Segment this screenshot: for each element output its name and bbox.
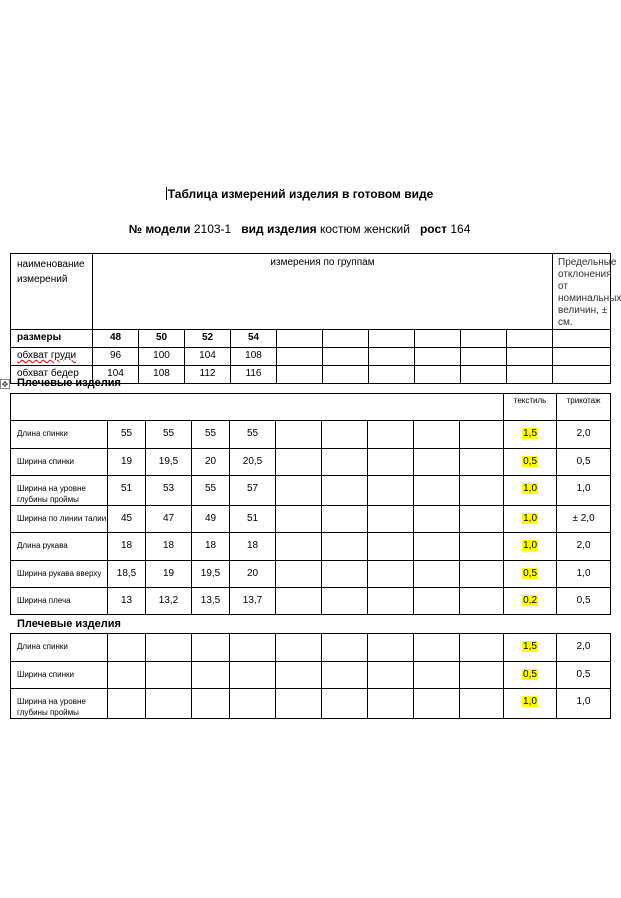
size-cell: 54 xyxy=(231,330,277,348)
value-cell: 19,5 xyxy=(192,561,230,588)
empty-cell xyxy=(415,348,461,366)
textile-value: 0,5 xyxy=(523,456,538,467)
title-text: Таблица измерений изделия в готовом виде xyxy=(167,187,434,201)
empty-cell xyxy=(460,689,504,719)
empty-cell xyxy=(415,330,461,348)
textile-value: 1,5 xyxy=(523,641,537,652)
row-label: Длина рукава xyxy=(17,541,68,550)
row-label-cell xyxy=(11,588,108,615)
row-label: Ширина на уровне глубины проймы xyxy=(17,697,86,717)
row-label-cell xyxy=(11,348,93,366)
col-textile: текстиль xyxy=(513,396,547,405)
textile-cell xyxy=(504,662,557,689)
row-label-cell xyxy=(11,634,108,662)
section2-title: Плечевые изделия xyxy=(17,618,121,630)
empty-cell xyxy=(322,506,368,533)
text-cursor xyxy=(166,187,167,200)
row-label-cell xyxy=(11,533,108,561)
empty-cell xyxy=(553,366,611,384)
textile-value: 0,5 xyxy=(523,669,537,680)
empty-cell xyxy=(230,662,276,689)
value-cell: 108 xyxy=(139,366,185,384)
empty-cell xyxy=(368,476,414,506)
value-cell: 116 xyxy=(231,366,277,384)
textile-cell xyxy=(504,689,557,719)
knit-cell: 2,0 xyxy=(557,421,611,449)
empty-cell xyxy=(276,588,322,615)
value-cell: 55 xyxy=(192,421,230,449)
empty-cell xyxy=(460,533,504,561)
table-row xyxy=(11,506,611,533)
empty-cell xyxy=(368,449,414,476)
table-row xyxy=(11,476,611,506)
empty-cell xyxy=(323,348,369,366)
table-row xyxy=(11,662,611,689)
value-cell: 18 xyxy=(192,533,230,561)
empty-cell xyxy=(108,662,146,689)
value-cell: 19,5 xyxy=(146,449,192,476)
empty-cell xyxy=(368,421,414,449)
empty-cell xyxy=(108,634,146,662)
empty-cell xyxy=(276,421,322,449)
empty-cell xyxy=(322,588,368,615)
empty-cell xyxy=(322,533,368,561)
row-label: Ширина плеча xyxy=(17,596,71,605)
knit-cell: 1,0 xyxy=(557,476,611,506)
value-cell: 19 xyxy=(146,561,192,588)
row-label-cell xyxy=(11,662,108,689)
empty-cell xyxy=(368,533,414,561)
empty-header-cell xyxy=(11,394,504,421)
size-groups-table xyxy=(10,253,621,384)
empty-cell xyxy=(322,634,368,662)
textile-value: 1,0 xyxy=(523,696,537,707)
value-cell: 104 xyxy=(185,348,231,366)
value-cell: 18 xyxy=(146,533,192,561)
value-cell: 53 xyxy=(146,476,192,506)
row-label: обхват груди xyxy=(17,350,77,361)
table-row xyxy=(11,634,611,662)
empty-cell xyxy=(323,330,369,348)
row-label-cell xyxy=(11,561,108,588)
row-label: обхват бедер xyxy=(17,368,79,379)
col-textile-cell xyxy=(504,394,557,421)
height-label: рост xyxy=(419,222,448,236)
textile-value: 1,0 xyxy=(523,540,538,551)
row-label: Ширина спинки xyxy=(17,457,74,466)
move-handle-icon[interactable]: ✥ xyxy=(1,380,9,389)
empty-cell xyxy=(368,561,414,588)
empty-cell xyxy=(192,689,230,719)
size-cell: 52 xyxy=(185,330,231,348)
empty-cell xyxy=(368,689,414,719)
knit-cell: 2,0 xyxy=(557,533,611,561)
empty-cell xyxy=(146,634,192,662)
knit-cell: 1,0 xyxy=(557,689,611,719)
empty-cell xyxy=(460,506,504,533)
empty-cell xyxy=(460,634,504,662)
empty-cell xyxy=(460,476,504,506)
row-label: Длина спинки xyxy=(17,642,68,651)
row-label-cell xyxy=(11,506,108,533)
empty-cell xyxy=(277,348,323,366)
value-cell: 45 xyxy=(108,506,146,533)
header-name-cell xyxy=(11,254,93,330)
value-cell: 20 xyxy=(192,449,230,476)
row-label-cell xyxy=(11,449,108,476)
table-row xyxy=(11,449,611,476)
empty-cell xyxy=(276,476,322,506)
textile-cell xyxy=(504,476,557,506)
value-cell: 51 xyxy=(108,476,146,506)
kind-label: вид изделия xyxy=(241,222,317,236)
knit-cell: 0,5 xyxy=(557,449,611,476)
model-line xyxy=(0,222,599,236)
textile-value: 1,0 xyxy=(523,483,538,494)
empty-cell xyxy=(277,366,323,384)
model-value: 2103-1 xyxy=(193,222,232,236)
value-cell: 104 xyxy=(93,366,139,384)
value-cell: 112 xyxy=(185,366,231,384)
value-cell: 51 xyxy=(230,506,276,533)
textile-cell xyxy=(504,449,557,476)
empty-cell xyxy=(322,476,368,506)
empty-cell xyxy=(277,330,323,348)
empty-cell xyxy=(322,689,368,719)
empty-cell xyxy=(414,561,460,588)
textile-cell xyxy=(504,533,557,561)
empty-cell xyxy=(460,449,504,476)
table-row xyxy=(11,561,611,588)
empty-cell xyxy=(460,662,504,689)
value-cell: 13,2 xyxy=(146,588,192,615)
empty-cell xyxy=(192,662,230,689)
empty-cell xyxy=(276,662,322,689)
row-label: Ширина рукава вверху xyxy=(17,569,102,578)
textile-cell xyxy=(504,421,557,449)
empty-cell xyxy=(461,330,507,348)
value-cell: 18 xyxy=(230,533,276,561)
value-cell: 18 xyxy=(108,533,146,561)
shoulder-items-table xyxy=(10,393,611,615)
empty-cell xyxy=(368,662,414,689)
row-label-cell xyxy=(11,476,108,506)
empty-cell xyxy=(415,366,461,384)
height-value: 164 xyxy=(450,222,471,236)
empty-cell xyxy=(276,634,322,662)
table-row xyxy=(11,588,611,615)
empty-cell xyxy=(414,634,460,662)
empty-cell xyxy=(414,588,460,615)
knit-cell: 2,0 xyxy=(557,634,611,662)
col-knit: трикотаж xyxy=(566,396,601,405)
table-row xyxy=(11,421,611,449)
empty-cell xyxy=(108,689,146,719)
textile-cell xyxy=(504,506,557,533)
empty-cell xyxy=(414,533,460,561)
row-label-cell xyxy=(11,689,108,719)
knit-cell: 0,5 xyxy=(557,588,611,615)
empty-cell xyxy=(230,634,276,662)
value-cell: 55 xyxy=(108,421,146,449)
kind-value: костюм женский xyxy=(319,222,410,236)
empty-cell xyxy=(460,421,504,449)
empty-cell xyxy=(414,476,460,506)
empty-cell xyxy=(146,689,192,719)
empty-cell xyxy=(414,662,460,689)
model-label: № модели xyxy=(128,222,191,236)
value-cell: 13 xyxy=(108,588,146,615)
value-cell: 57 xyxy=(230,476,276,506)
empty-cell xyxy=(368,634,414,662)
row-label: Ширина на уровне глубины проймы xyxy=(17,484,86,504)
empty-cell xyxy=(414,449,460,476)
header-name: наименование измерений xyxy=(17,259,85,285)
col-knit-cell xyxy=(557,394,611,421)
value-cell: 13,7 xyxy=(230,588,276,615)
textile-value: 1,0 xyxy=(523,513,538,524)
empty-cell xyxy=(414,506,460,533)
empty-cell xyxy=(276,533,322,561)
value-cell: 13,5 xyxy=(192,588,230,615)
value-cell: 108 xyxy=(231,348,277,366)
textile-value: 0,5 xyxy=(523,568,538,579)
value-cell: 20,5 xyxy=(230,449,276,476)
empty-cell xyxy=(507,330,553,348)
value-cell: 47 xyxy=(146,506,192,533)
header-groups-cell xyxy=(93,254,553,330)
value-cell: 96 xyxy=(93,348,139,366)
empty-cell xyxy=(146,662,192,689)
empty-cell xyxy=(461,348,507,366)
textile-value: 1,5 xyxy=(523,428,538,439)
table-row xyxy=(11,533,611,561)
empty-cell xyxy=(368,506,414,533)
value-cell: 20 xyxy=(230,561,276,588)
empty-cell xyxy=(369,366,415,384)
empty-cell xyxy=(276,506,322,533)
textile-value: 0,2 xyxy=(523,595,538,606)
header-groups: измерения по группам xyxy=(270,257,375,268)
header-tolerance: Предельные отклонения от номинальных величин, ± см. xyxy=(558,257,621,328)
empty-cell xyxy=(192,634,230,662)
empty-cell xyxy=(322,449,368,476)
empty-cell xyxy=(369,330,415,348)
header-tolerance-cell xyxy=(553,254,621,330)
size-cell: 50 xyxy=(139,330,185,348)
table-row xyxy=(11,348,611,366)
empty-cell xyxy=(322,662,368,689)
section1-title: Плечевые изделия xyxy=(17,377,121,389)
empty-cell xyxy=(322,421,368,449)
sizes-label: размеры xyxy=(17,332,62,343)
shoulder-items-table-2 xyxy=(10,633,611,719)
textile-cell xyxy=(504,588,557,615)
empty-cell xyxy=(553,348,611,366)
value-cell: 55 xyxy=(192,476,230,506)
row-label: Ширина спинки xyxy=(17,670,74,679)
empty-cell xyxy=(276,449,322,476)
row-label: Длина спинки xyxy=(17,429,68,438)
empty-cell xyxy=(414,421,460,449)
knit-cell: ± 2,0 xyxy=(557,506,611,533)
page-title xyxy=(0,187,599,201)
empty-cell xyxy=(414,689,460,719)
empty-cell xyxy=(460,561,504,588)
empty-cell xyxy=(461,366,507,384)
textile-cell xyxy=(504,561,557,588)
empty-cell xyxy=(323,366,369,384)
empty-cell xyxy=(230,689,276,719)
value-cell: 19 xyxy=(108,449,146,476)
empty-cell xyxy=(368,588,414,615)
sizes-label-cell xyxy=(11,330,93,348)
textile-cell xyxy=(504,634,557,662)
row-label: Ширина по линии талии xyxy=(17,514,107,523)
empty-cell xyxy=(460,588,504,615)
value-cell: 100 xyxy=(139,348,185,366)
table-row xyxy=(11,689,611,719)
value-cell: 49 xyxy=(192,506,230,533)
knit-cell: 0,5 xyxy=(557,662,611,689)
empty-cell xyxy=(322,561,368,588)
empty-cell xyxy=(369,348,415,366)
value-cell: 55 xyxy=(146,421,192,449)
value-cell: 18,5 xyxy=(108,561,146,588)
knit-cell: 1,0 xyxy=(557,561,611,588)
row-label-cell xyxy=(11,421,108,449)
empty-cell xyxy=(507,348,553,366)
empty-cell xyxy=(507,366,553,384)
empty-cell xyxy=(553,330,611,348)
empty-cell xyxy=(276,689,322,719)
size-cell: 48 xyxy=(93,330,139,348)
value-cell: 55 xyxy=(230,421,276,449)
empty-cell xyxy=(276,561,322,588)
